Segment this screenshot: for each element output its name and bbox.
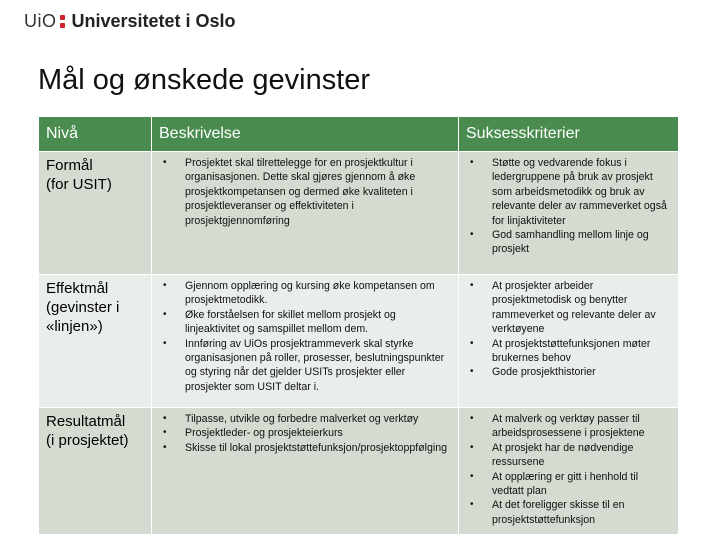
- description-item: • Innføring av UiOs prosjektrammeverk skal styrke organisasjonen på roller, prosesser, beslutningspunkter og styring når det gjelder USITs prosjekter eller prosjekter som USIT deltar i.: [159, 337, 451, 395]
- criteria-item: • At opplæring er gitt i henhold til vedtatt plan: [466, 470, 671, 499]
- criteria-item: • Støtte og vedvarende fokus i ledergruppene på bruk av prosjekt som arbeidsmetodikk og bruk av relevante deler av rammeverket også for linjaktiviteter: [466, 156, 671, 228]
- table-row-effektmal: [39, 275, 679, 408]
- level-cell: [39, 408, 152, 535]
- header-level: Nivå: [39, 117, 152, 152]
- description-item: • Prosjektleder- og prosjekteierkurs: [159, 426, 451, 440]
- logo-colon-icon: [60, 15, 65, 28]
- table-row-resultatmal: [39, 408, 679, 535]
- description-item: • Gjennom opplæring og kursing øke kompetansen om prosjektmetodikk.: [159, 279, 451, 308]
- criteria-item: • God samhandling mellom linje og prosjekt: [466, 228, 671, 257]
- description-item: • Prosjektet skal tilrettelegge for en prosjektkultur i organisasjonen. Dette skal gjøres gjennom å øke prosjektkompetansen og dermed øke kvaliteten i prosjektleveranser og effektiviteten i prosjektgjennomføring: [159, 156, 451, 228]
- criteria-item: • Gode prosjekthistorier: [466, 365, 671, 379]
- criteria-cell: [459, 152, 679, 275]
- criteria-cell: [459, 275, 679, 408]
- logo-uio-text: UiO: [24, 11, 57, 31]
- criteria-item: • At malverk og verktøy passer til arbeidsprosessene i prosjektene: [466, 412, 671, 441]
- criteria-item: • At prosjekter arbeider prosjektmetodisk og benytter rammeverket og relevante deler av verktøyene: [466, 279, 671, 337]
- level-scope: (for USIT): [46, 176, 112, 193]
- description-cell: [152, 152, 459, 275]
- level-scope-cont: «linjen»): [46, 318, 103, 335]
- table-header-row: [39, 117, 679, 152]
- level-scope: (gevinster i: [46, 299, 120, 316]
- description-item: • Skisse til lokal prosjektstøttefunksjon/prosjektoppfølging: [159, 441, 451, 455]
- criteria-item: • At prosjektstøttefunksjonen møter brukernes behov: [466, 337, 671, 366]
- level-name: Effektmål: [46, 280, 109, 297]
- logo-university-name: Universitetet i Oslo: [71, 11, 236, 31]
- description-cell: [152, 408, 459, 535]
- table-row-formal: [39, 152, 679, 275]
- header-criteria: Suksesskriterier: [459, 117, 679, 152]
- description-item: • Tilpasse, utvikle og forbedre malverket og verktøy: [159, 412, 451, 426]
- level-name: Formål: [46, 157, 93, 174]
- criteria-item: • At prosjekt har de nødvendige ressursene: [466, 441, 671, 470]
- level-cell: [39, 275, 152, 408]
- criteria-item: • At det foreligger skisse til en prosjektstøttefunksjon: [466, 498, 671, 527]
- header-description: Beskrivelse: [152, 117, 459, 152]
- slide-title: Mål og ønskede gevinster: [38, 64, 371, 96]
- uio-logo: [24, 11, 236, 32]
- criteria-cell: [459, 408, 679, 535]
- description-cell: [152, 275, 459, 408]
- level-name: Resultatmål: [46, 413, 126, 430]
- level-scope: (i prosjektet): [46, 432, 129, 449]
- goals-table: [38, 116, 679, 535]
- description-item: • Øke forståelsen for skillet mellom prosjekt og linjeaktivitet og samspillet mellom dem.: [159, 308, 451, 337]
- level-cell: [39, 152, 152, 275]
